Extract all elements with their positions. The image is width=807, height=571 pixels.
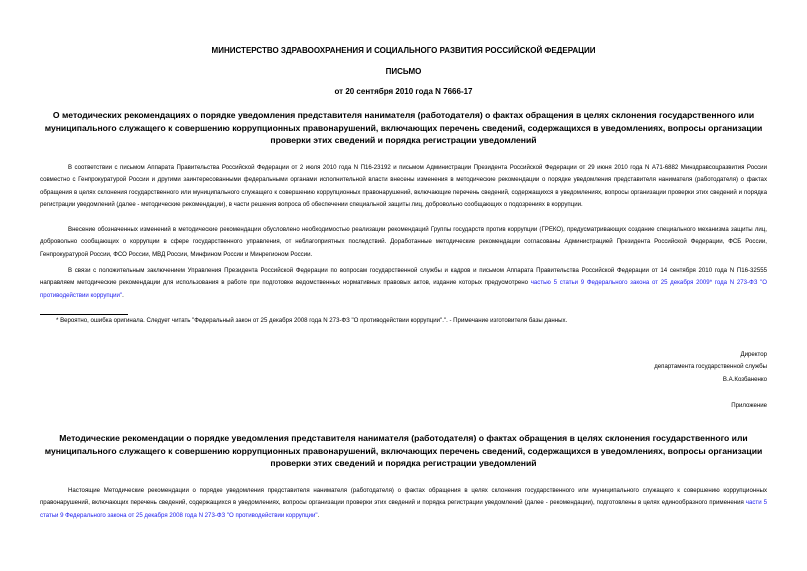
law-link-final[interactable]: части 5 статьи 9 Федерального закона от 25 декабря 2008 года N 273-ФЗ "О противодействии коррупции" bbox=[40, 499, 767, 519]
final-paragraph bbox=[40, 485, 767, 522]
signature-block bbox=[654, 349, 767, 386]
paragraph-2: Внесение обозначенных изменений в методические рекомендации обусловлено необходимостью реализации рекомендаций Группы государств против коррупции (ГРЕКО), предусматривающих создание специального механизма защиты лиц, добровольно сообщающих о коррупции в сфере государственного управления, от неблагоприятных последствий. Доработанные методические рекомендации согласованы Администрацией Президента Российской Федерации, ФСБ России, Генпрокуратурой России, ФСО России, МВД России, Минфином России и Минрегионом России. bbox=[40, 226, 767, 258]
paragraph-3-end: . bbox=[122, 291, 124, 299]
paragraph-1: В соответствии с письмом Аппарата Правительства Российской Федерации от 2 июля 2010 года N П16-23192 и письмом Администрации Президента Российской Федерации от 29 июня 2010 года N А71-6882 Минздравсоцразвития России совместно с Генпрокуратурой России и другими заинтересованными федеральными органами исполнительной власти внесены изменения в методические рекомендации о порядке уведомления представителя нанимателя (работодателя) о фактах обращения в целях склонения государственного или муниципального служащего к совершению коррупционных правонарушений, включающие перечень сведений, содержащихся в уведомлениях, вопросы организации проверки этих сведений и порядка регистрации уведомлений (далее - методические рекомендации), в части решения вопроса об обеспечении специальной защиты лиц, добровольно сообщающих о подозрениях в коррупции. bbox=[40, 164, 767, 209]
recommendations-title: Методические рекомендации о порядке уведомления представителя нанимателя (работодателя) о фактах обращения в целях склонения государственного или муниципального служащего к совершению коррупционных правонарушений, включающих перечень сведений, содержащихся в уведомлениях, вопросы организации проверки этих сведений и порядка регистрации уведомлений bbox=[44, 433, 763, 468]
appendix-label: Приложение bbox=[731, 402, 767, 409]
law-link[interactable]: частью 5 статьи 9 Федерального закона от 25 декабря 2009* года N 273-ФЗ "О противодействии коррупции" bbox=[40, 279, 768, 299]
document-date: от 20 сентября 2010 года N 7666-17 bbox=[334, 87, 473, 96]
footnote: * Вероятно, ошибка оригинала. Следует читать "Федеральный закон от 25 декабря 2008 года N 273-ФЗ "О противодействии коррупции".". - Примечание изготовителя базы данных. bbox=[56, 317, 568, 324]
signature-name: В.А.Козбаненко bbox=[722, 375, 767, 383]
footnote-divider bbox=[40, 314, 128, 315]
final-paragraph-end: . bbox=[317, 511, 320, 519]
paragraph-3-text: В связи с положительным заключением Управления Президента Российской Федерации по вопросам государственной службы и кадров и письмом Аппарата Правительства Российской Федерации от 14 сентября 2010 года N П16-32555 направляем методические рекомендации для использования в работе при подготовке ведомственных нормативных правовых актов, издание которых предусмотрено bbox=[40, 267, 767, 287]
paragraph-3 bbox=[40, 265, 767, 302]
letter-title: О методических рекомендациях о порядке уведомления представителя нанимателя (работодателя) о фактах обращения в целях склонения государственного или муниципального служащего к совершению коррупционных правонарушений, включающих перечень сведений, содержащихся в уведомлениях, вопросы организации проверки этих сведений и порядка регистрации уведомлений bbox=[44, 110, 763, 145]
signature-department: департамента государственной службы bbox=[654, 363, 767, 371]
final-paragraph-text: Настоящие Методические рекомендации о порядке уведомления представителя нанимателя (работодателя) о фактах обращения в целях склонения государственного или муниципального служащего к совершению коррупционных правонарушений, включающих перечень сведений, содержащихся в уведомлениях, вопросы организации проверки этих сведений и порядка регистрации уведомлений (далее - рекомендации), подготовлены в целях единообразного применения bbox=[40, 487, 767, 507]
ministry-heading: МИНИСТЕРСТВО ЗДРАВООХРАНЕНИЯ И СОЦИАЛЬНОГО РАЗВИТИЯ РОССИЙСКОЙ ФЕДЕРАЦИИ bbox=[211, 46, 596, 55]
signature-position: Директор bbox=[740, 351, 767, 358]
document-type: ПИСЬМО bbox=[385, 67, 422, 76]
